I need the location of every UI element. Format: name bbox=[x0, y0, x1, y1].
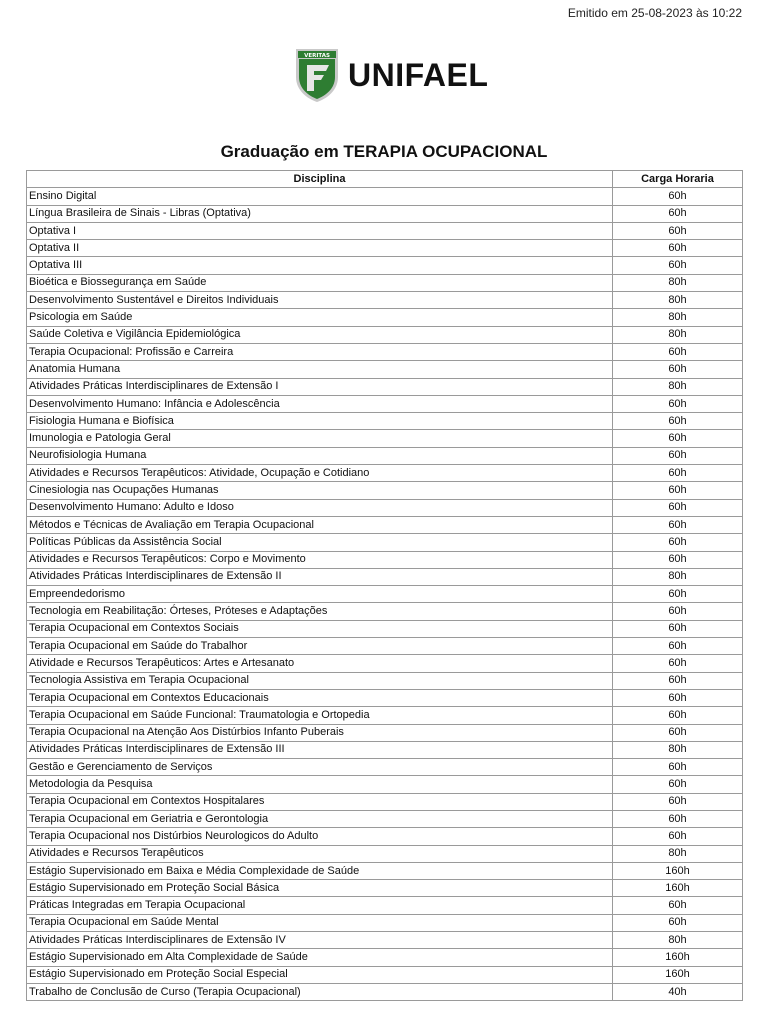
discipline-name: Desenvolvimento Sustentável e Direitos Individuais bbox=[27, 292, 613, 309]
table-row bbox=[27, 516, 743, 533]
table-row bbox=[27, 707, 743, 724]
table-row bbox=[27, 274, 743, 291]
workload-hours: 60h bbox=[613, 516, 743, 533]
page-title: Graduação em TERAPIA OCUPACIONAL bbox=[220, 142, 548, 161]
discipline-name: Bioética e Biossegurança em Saúde bbox=[27, 274, 613, 291]
table-row bbox=[27, 551, 743, 568]
discipline-name: Língua Brasileira de Sinais - Libras (Optativa) bbox=[27, 205, 613, 222]
logo-wordmark: UNIFAEL bbox=[348, 56, 489, 93]
table-row bbox=[27, 603, 743, 620]
table-row bbox=[27, 326, 743, 343]
table-row bbox=[27, 361, 743, 378]
table-row bbox=[27, 257, 743, 274]
discipline-name: Cinesiologia nas Ocupações Humanas bbox=[27, 482, 613, 499]
table-row bbox=[27, 672, 743, 689]
workload-hours: 60h bbox=[613, 793, 743, 810]
workload-hours: 60h bbox=[613, 638, 743, 655]
table-row bbox=[27, 240, 743, 257]
workload-hours: 80h bbox=[613, 326, 743, 343]
column-header-carga-horaria: Carga Horaria bbox=[613, 171, 743, 188]
workload-hours: 60h bbox=[613, 776, 743, 793]
workload-hours: 60h bbox=[613, 603, 743, 620]
workload-hours: 60h bbox=[613, 672, 743, 689]
discipline-name: Estágio Supervisionado em Baixa e Média Complexidade de Saúde bbox=[27, 862, 613, 879]
discipline-name: Tecnologia em Reabilitação: Órteses, Próteses e Adaptações bbox=[27, 603, 613, 620]
workload-hours: 60h bbox=[613, 897, 743, 914]
discipline-name: Terapia Ocupacional em Saúde Mental bbox=[27, 914, 613, 931]
table-row bbox=[27, 292, 743, 309]
workload-hours: 80h bbox=[613, 292, 743, 309]
discipline-name: Optativa II bbox=[27, 240, 613, 257]
workload-hours: 60h bbox=[613, 257, 743, 274]
discipline-name: Atividades e Recursos Terapêuticos: Atividade, Ocupação e Cotidiano bbox=[27, 465, 613, 482]
discipline-name: Estágio Supervisionado em Alta Complexidade de Saúde bbox=[27, 949, 613, 966]
svg-text:VERITAS: VERITAS bbox=[304, 53, 330, 59]
discipline-name: Metodologia da Pesquisa bbox=[27, 776, 613, 793]
table-row bbox=[27, 378, 743, 395]
workload-hours: 80h bbox=[613, 274, 743, 291]
table-row bbox=[27, 465, 743, 482]
emission-timestamp: Emitido em 25-08-2023 às 10:22 bbox=[567, 6, 742, 20]
table-row bbox=[27, 343, 743, 360]
workload-hours: 60h bbox=[613, 413, 743, 430]
table-row bbox=[27, 499, 743, 516]
table-row bbox=[27, 655, 743, 672]
discipline-name: Atividades Práticas Interdisciplinares de Extensão I bbox=[27, 378, 613, 395]
discipline-name: Terapia Ocupacional em Geriatria e Gerontologia bbox=[27, 810, 613, 827]
workload-hours: 60h bbox=[613, 620, 743, 637]
workload-hours: 80h bbox=[613, 845, 743, 862]
table-row bbox=[27, 447, 743, 464]
workload-hours: 80h bbox=[613, 378, 743, 395]
table-row bbox=[27, 638, 743, 655]
workload-hours: 60h bbox=[613, 759, 743, 776]
discipline-name: Atividades Práticas Interdisciplinares de Extensão IV bbox=[27, 932, 613, 949]
workload-hours: 60h bbox=[613, 205, 743, 222]
table-row bbox=[27, 724, 743, 741]
workload-hours: 60h bbox=[613, 343, 743, 360]
workload-hours: 80h bbox=[613, 741, 743, 758]
table-row bbox=[27, 620, 743, 637]
workload-hours: 60h bbox=[613, 810, 743, 827]
workload-hours: 160h bbox=[613, 862, 743, 879]
table-row bbox=[27, 309, 743, 326]
table-row bbox=[27, 828, 743, 845]
curriculum-table bbox=[26, 170, 743, 1001]
workload-hours: 160h bbox=[613, 966, 743, 983]
workload-hours: 60h bbox=[613, 534, 743, 551]
discipline-name: Atividades e Recursos Terapêuticos bbox=[27, 845, 613, 862]
table-row bbox=[27, 949, 743, 966]
table-row bbox=[27, 983, 743, 1000]
table-row bbox=[27, 568, 743, 585]
discipline-name: Terapia Ocupacional em Saúde Funcional: Traumatologia e Ortopedia bbox=[27, 707, 613, 724]
workload-hours: 40h bbox=[613, 983, 743, 1000]
discipline-name: Optativa I bbox=[27, 222, 613, 239]
workload-hours: 60h bbox=[613, 655, 743, 672]
discipline-name: Métodos e Técnicas de Avaliação em Terapia Ocupacional bbox=[27, 516, 613, 533]
discipline-name: Optativa III bbox=[27, 257, 613, 274]
discipline-name: Práticas Integradas em Terapia Ocupacional bbox=[27, 897, 613, 914]
discipline-name: Fisiologia Humana e Biofísica bbox=[27, 413, 613, 430]
discipline-name: Desenvolvimento Humano: Adulto e Idoso bbox=[27, 499, 613, 516]
table-row bbox=[27, 759, 743, 776]
unifael-logo bbox=[294, 47, 488, 103]
workload-hours: 60h bbox=[613, 430, 743, 447]
table-body bbox=[27, 188, 743, 1001]
workload-hours: 60h bbox=[613, 828, 743, 845]
workload-hours: 60h bbox=[613, 586, 743, 603]
discipline-name: Terapia Ocupacional em Contextos Sociais bbox=[27, 620, 613, 637]
discipline-name: Atividades Práticas Interdisciplinares de Extensão II bbox=[27, 568, 613, 585]
workload-hours: 60h bbox=[613, 724, 743, 741]
table-row bbox=[27, 482, 743, 499]
table-row bbox=[27, 862, 743, 879]
table-row bbox=[27, 932, 743, 949]
table-row bbox=[27, 880, 743, 897]
workload-hours: 60h bbox=[613, 499, 743, 516]
workload-hours: 60h bbox=[613, 447, 743, 464]
table-row bbox=[27, 430, 743, 447]
discipline-name: Tecnologia Assistiva em Terapia Ocupacional bbox=[27, 672, 613, 689]
table-row bbox=[27, 897, 743, 914]
workload-hours: 60h bbox=[613, 222, 743, 239]
discipline-name: Atividades Práticas Interdisciplinares de Extensão III bbox=[27, 741, 613, 758]
discipline-name: Saúde Coletiva e Vigilância Epidemiológica bbox=[27, 326, 613, 343]
workload-hours: 160h bbox=[613, 949, 743, 966]
column-header-disciplina: Disciplina bbox=[27, 171, 613, 188]
discipline-name: Terapia Ocupacional em Saúde do Trabalhor bbox=[27, 638, 613, 655]
discipline-name: Estágio Supervisionado em Proteção Social Especial bbox=[27, 966, 613, 983]
discipline-name: Terapia Ocupacional na Atenção Aos Distúrbios Infanto Puberais bbox=[27, 724, 613, 741]
discipline-name: Anatomia Humana bbox=[27, 361, 613, 378]
discipline-name: Terapia Ocupacional: Profissão e Carreira bbox=[27, 343, 613, 360]
discipline-name: Ensino Digital bbox=[27, 188, 613, 205]
table-row bbox=[27, 689, 743, 706]
table-row bbox=[27, 776, 743, 793]
table-row bbox=[27, 395, 743, 412]
table-row bbox=[27, 586, 743, 603]
table-row bbox=[27, 222, 743, 239]
discipline-name: Psicologia em Saúde bbox=[27, 309, 613, 326]
workload-hours: 60h bbox=[613, 395, 743, 412]
workload-hours: 80h bbox=[613, 309, 743, 326]
discipline-name: Neurofisiologia Humana bbox=[27, 447, 613, 464]
discipline-name: Empreendedorismo bbox=[27, 586, 613, 603]
table-row bbox=[27, 966, 743, 983]
table-row bbox=[27, 741, 743, 758]
workload-hours: 60h bbox=[613, 689, 743, 706]
discipline-name: Terapia Ocupacional em Contextos Educacionais bbox=[27, 689, 613, 706]
workload-hours: 60h bbox=[613, 551, 743, 568]
discipline-name: Estágio Supervisionado em Proteção Social Básica bbox=[27, 880, 613, 897]
workload-hours: 80h bbox=[613, 568, 743, 585]
workload-hours: 60h bbox=[613, 914, 743, 931]
workload-hours: 160h bbox=[613, 880, 743, 897]
table-row bbox=[27, 188, 743, 205]
table-row bbox=[27, 413, 743, 430]
discipline-name: Políticas Públicas da Assistência Social bbox=[27, 534, 613, 551]
table-row bbox=[27, 810, 743, 827]
table-row bbox=[27, 793, 743, 810]
workload-hours: 60h bbox=[613, 240, 743, 257]
table-row bbox=[27, 205, 743, 222]
workload-hours: 80h bbox=[613, 932, 743, 949]
discipline-name: Desenvolvimento Humano: Infância e Adolescência bbox=[27, 395, 613, 412]
workload-hours: 60h bbox=[613, 188, 743, 205]
workload-hours: 60h bbox=[613, 361, 743, 378]
discipline-name: Atividade e Recursos Terapêuticos: Artes e Artesanato bbox=[27, 655, 613, 672]
discipline-name: Imunologia e Patologia Geral bbox=[27, 430, 613, 447]
workload-hours: 60h bbox=[613, 482, 743, 499]
workload-hours: 60h bbox=[613, 465, 743, 482]
table-row bbox=[27, 534, 743, 551]
table-row bbox=[27, 845, 743, 862]
discipline-name: Trabalho de Conclusão de Curso (Terapia Ocupacional) bbox=[27, 983, 613, 1000]
workload-hours: 60h bbox=[613, 707, 743, 724]
table-row bbox=[27, 914, 743, 931]
discipline-name: Terapia Ocupacional nos Distúrbios Neurologicos do Adulto bbox=[27, 828, 613, 845]
discipline-name: Atividades e Recursos Terapêuticos: Corpo e Movimento bbox=[27, 551, 613, 568]
discipline-name: Gestão e Gerenciamento de Serviços bbox=[27, 759, 613, 776]
shield-logo-icon bbox=[294, 47, 340, 103]
table-header-row bbox=[27, 171, 743, 188]
discipline-name: Terapia Ocupacional em Contextos Hospitalares bbox=[27, 793, 613, 810]
